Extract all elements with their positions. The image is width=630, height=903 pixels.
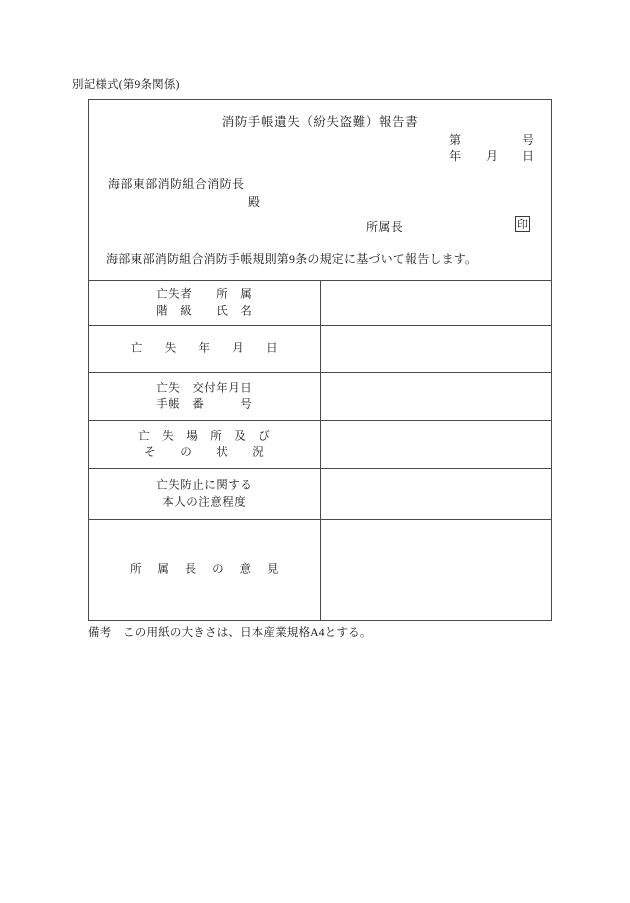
table-row (89, 469, 552, 520)
table-row (89, 520, 552, 621)
row-label-line: 手帳 番 号 (156, 398, 253, 411)
row-value-cell-loss-date[interactable] (320, 326, 552, 373)
row-label-cell-loss-place (89, 421, 321, 469)
table-row (89, 281, 552, 326)
table-row (89, 421, 552, 469)
regulation-statement: 海部東部消防組合消防手帳規則第9条の規定に基づいて報告します。 (106, 252, 478, 266)
number-suffix-label: 号 (522, 133, 535, 147)
seal-stamp-icon: 印 (515, 216, 530, 232)
table-row (89, 373, 552, 421)
row-label-line: 亡失者 所 属 (156, 288, 253, 301)
row-label-cell-affiliation-rank (89, 281, 321, 326)
signer-row (89, 218, 551, 238)
document-title: 消防手帳遺失（紛失盗難）報告書 (221, 115, 419, 129)
number-date-block (89, 131, 551, 165)
row-label-line: 亡失防止に関する (156, 479, 253, 492)
date-year-label: 年 (449, 149, 462, 163)
row-label-line: 亡 失 場 所 及 び (138, 429, 271, 442)
row-label-line: 亡失 交付年月日 (156, 381, 253, 394)
row-label-line: 階 級 氏 名 (156, 305, 253, 317)
table-row (89, 326, 552, 373)
row-value-cell-loss-place[interactable] (320, 421, 552, 469)
number-prefix-label: 第 (449, 133, 462, 147)
footer-note: 備考 この用紙の大きさは、日本産業規格A4とする。 (88, 627, 372, 639)
row-label-line: 所 属 長 の 意 見 (129, 563, 281, 576)
date-day-label: 日 (522, 149, 535, 163)
signer-title-label: 所属長 (366, 220, 404, 234)
form-header-row (89, 100, 552, 281)
date-month-label: 月 (486, 149, 499, 163)
form-header-cell (89, 100, 552, 281)
report-form-table (88, 99, 552, 621)
addressee-honorific: 殿 (248, 195, 261, 209)
row-label-cell-prevention-care (89, 469, 321, 520)
row-label-line: そ の 状 況 (144, 446, 265, 459)
row-label-cell-issue-date-number (89, 373, 321, 421)
row-label-cell-supervisor-opinion (89, 520, 321, 621)
row-label-line: 亡 失 年 月 日 (130, 342, 283, 355)
form-label: 別記様式(第9条関係) (72, 79, 180, 91)
row-value-cell-affiliation-rank[interactable] (320, 281, 552, 326)
row-label-cell-loss-date (89, 326, 321, 373)
addressee-name: 海部東部消防組合消防長 (108, 177, 245, 191)
row-value-cell-supervisor-opinion[interactable] (320, 520, 552, 621)
row-label-line: 本人の注意程度 (162, 496, 247, 508)
row-value-cell-issue-date-number[interactable] (320, 373, 552, 421)
row-value-cell-prevention-care[interactable] (320, 469, 552, 520)
